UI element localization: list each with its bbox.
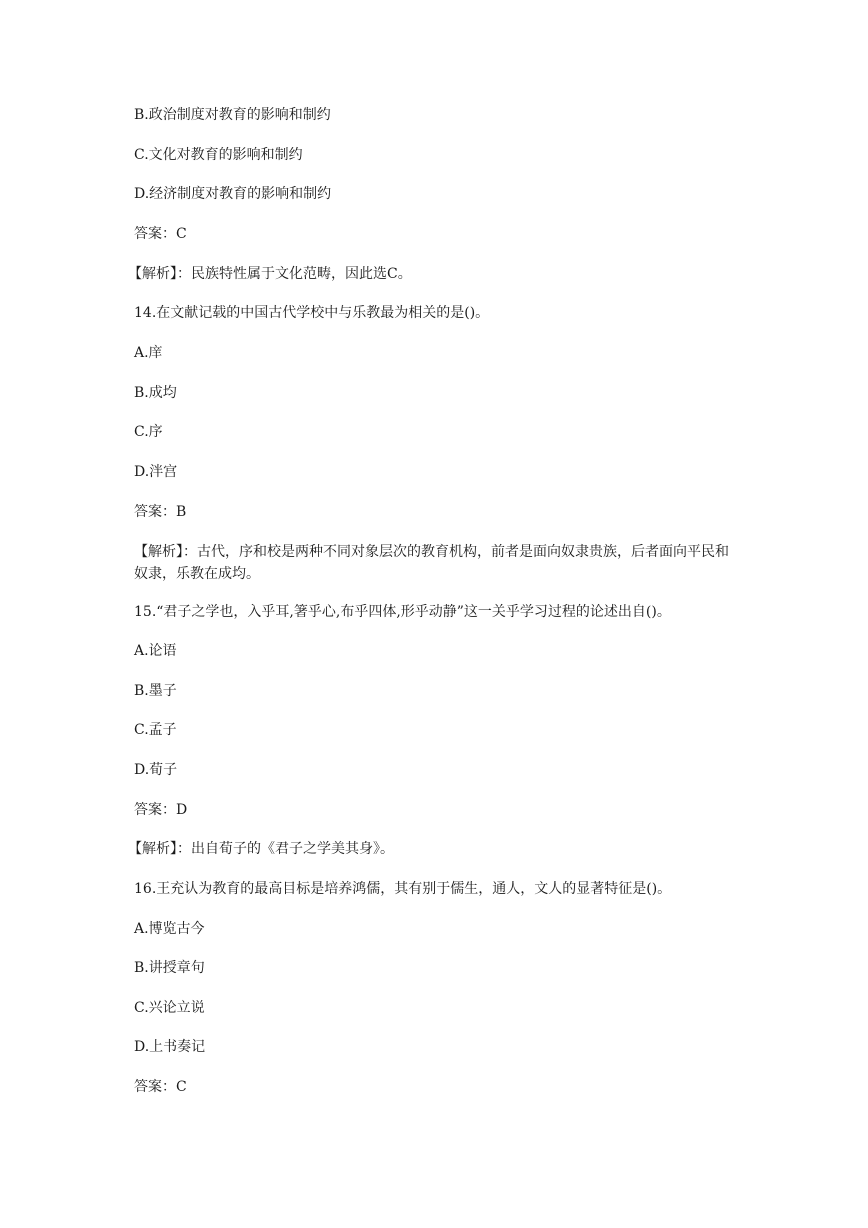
analysis-15: 【解析】：出自荀子的《君子之学美其身》。 bbox=[128, 841, 394, 857]
option-d-economic: D.经济制度对教育的影响和制约 bbox=[134, 186, 332, 202]
answer-16: 答案：C bbox=[134, 1079, 187, 1095]
q16-option-d: D.上书奏记 bbox=[134, 1039, 206, 1055]
answer-15: 答案：D bbox=[134, 802, 188, 818]
q14-option-b: B.成均 bbox=[134, 385, 177, 401]
option-c-culture: C.文化对教育的影响和制约 bbox=[134, 147, 303, 163]
q15-option-a: A.论语 bbox=[134, 643, 177, 659]
analysis-13: 【解析】：民族特性属于文化范畴，因此选C。 bbox=[128, 266, 412, 282]
q14-option-a: A.庠 bbox=[134, 345, 163, 361]
answer-14: 答案：B bbox=[134, 504, 187, 520]
question-14: 14.在文献记载的中国古代学校中与乐教最为相关的是()。 bbox=[134, 305, 490, 321]
answer-13: 答案：C bbox=[134, 226, 187, 242]
question-16: 16.王充认为教育的最高目标是培养鸿儒，其有别于儒生，通人，文人的显著特征是()。 bbox=[134, 881, 672, 897]
q14-option-d: D.泮宫 bbox=[134, 464, 178, 480]
q15-option-d: D.荀子 bbox=[134, 762, 178, 778]
q15-option-c: C.孟子 bbox=[134, 722, 177, 738]
analysis-14: 【解析】：古代，序和校是两种不同对象层次的教育机构，前者是面向奴隶贵族，后者面向平民和奴隶，乐教在成均。 bbox=[134, 544, 729, 582]
q16-option-c: C.兴论立说 bbox=[134, 1000, 205, 1016]
q15-option-b: B.墨子 bbox=[134, 683, 177, 699]
option-b-political: B.政治制度对教育的影响和制约 bbox=[134, 107, 331, 123]
q14-option-c: C.序 bbox=[134, 424, 163, 440]
question-15: 15.“君子之学也，入乎耳,箸乎心,布乎四体,形乎动静”这一关乎学习过程的论述出自()。 bbox=[134, 604, 671, 620]
q16-option-b: B.讲授章句 bbox=[134, 960, 205, 976]
q16-option-a: A.博览古今 bbox=[134, 921, 205, 937]
